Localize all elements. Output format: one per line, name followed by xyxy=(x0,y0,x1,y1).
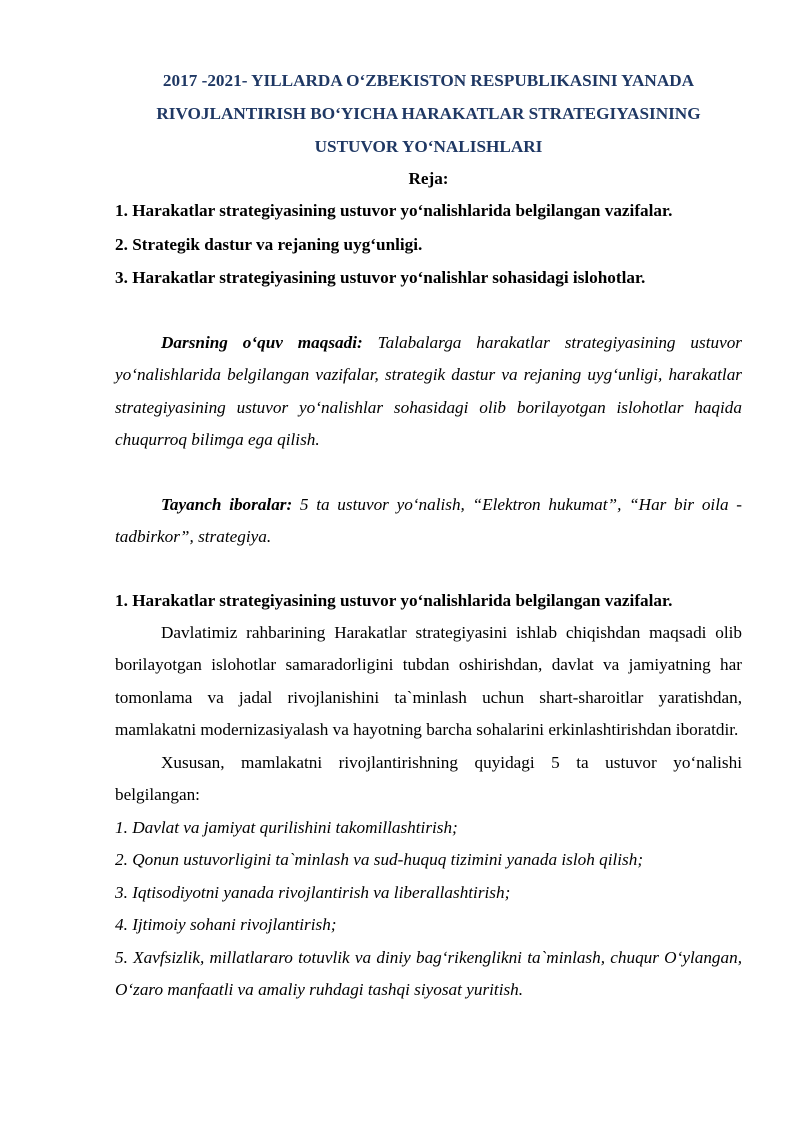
keywords-text: 5 ta ustuvor yo‘nalish, “Elektron hukumat”, “Har bir oila - tadbirkor”, strategiya. xyxy=(115,494,742,546)
lesson-goal-label: Darsning o‘quv maqsadi: xyxy=(161,332,363,352)
spacer xyxy=(115,554,742,584)
spacer xyxy=(115,457,742,489)
section-paragraph-2: Xususan, mamlakatni rivojlantirishning quyidagi 5 ta ustuvor yo‘nalishi belgilangan: xyxy=(115,752,742,804)
lesson-goal-text: Talabalarga harakatlar strategiyasining ustuvor yo‘nalishlarida belgilangan vazifalar, strategik dastur va rejaning uyg‘unligi, harakatlar strategiyasining ustuvor yo‘nalishlar sohasidagi olib borilayotgan islohotlar haqida chuqurroq bilimga ega qilish. xyxy=(115,332,742,449)
document-title xyxy=(115,64,742,163)
keywords-label: Tayanch iboralar: xyxy=(161,494,293,514)
plan-item-3: 3. Harakatlar strategiyasining ustuvor yo‘nalishlar sohasidagi islohotlar. xyxy=(115,268,646,287)
lesson-goal-paragraph xyxy=(115,327,742,457)
title-line-2: RIVOJLANTIRISH BO‘YICHA HARAKATLAR STRATEGIYASINING xyxy=(156,104,701,123)
document-page xyxy=(115,64,742,1007)
title-line-1: 2017 -2021- YILLARDA O‘ZBEKISTON RESPUBLIKASINI YANADA xyxy=(162,71,695,90)
section-heading: 1. Harakatlar strategiyasining ustuvor yo‘nalishlarida belgilangan vazifalar. xyxy=(115,590,673,610)
spacer xyxy=(115,295,742,327)
plan-item-2: 2. Strategik dastur va rejaning uyg‘unligi. xyxy=(115,234,423,254)
plan-label: Reja: xyxy=(408,169,449,188)
priority-item-4: 4. Ijtimoiy sohani rivojlantirish; xyxy=(115,915,337,934)
section-paragraph-1: Davlatimiz rahbarining Harakatlar strategiyasini ishlab chiqishdan maqsadi olib borilayotgan islohotlar samaradorligini tubdan oshirishdan, davlat va jamiyatning har tomonlama va jadal rivojlanishini ta`minlash uchun shart-sharoitlar yaratishdan, mamlakatni modernizasiyalash va hayotning barcha sohalarini erkinlashtirishdan iboratdir. xyxy=(115,622,742,739)
priority-item-5: 5. Xavfsizlik, millatlararo totuvlik va diniy bag‘rikenglikni ta`minlash, chuqur O‘ylangan, O‘zaro manfaatli va amaliy ruhdagi tashqi siyosat yuritish. xyxy=(115,947,742,999)
priority-item-1: 1. Davlat va jamiyat qurilishini takomillashtirish; xyxy=(115,817,458,837)
priority-item-2: 2. Qonun ustuvorligini ta`minlash va sud-huquq tizimini yanada isloh qilish; xyxy=(115,850,644,869)
plan-item-1: 1. Harakatlar strategiyasining ustuvor yo‘nalishlarida belgilangan vazifalar. xyxy=(115,201,673,220)
priority-item-3: 3. Iqtisodiyotni yanada rivojlantirish va liberallashtirish; xyxy=(115,882,511,902)
title-line-3: USTUVOR YO‘NALISHLARI xyxy=(314,137,543,156)
keywords-paragraph xyxy=(115,489,742,554)
